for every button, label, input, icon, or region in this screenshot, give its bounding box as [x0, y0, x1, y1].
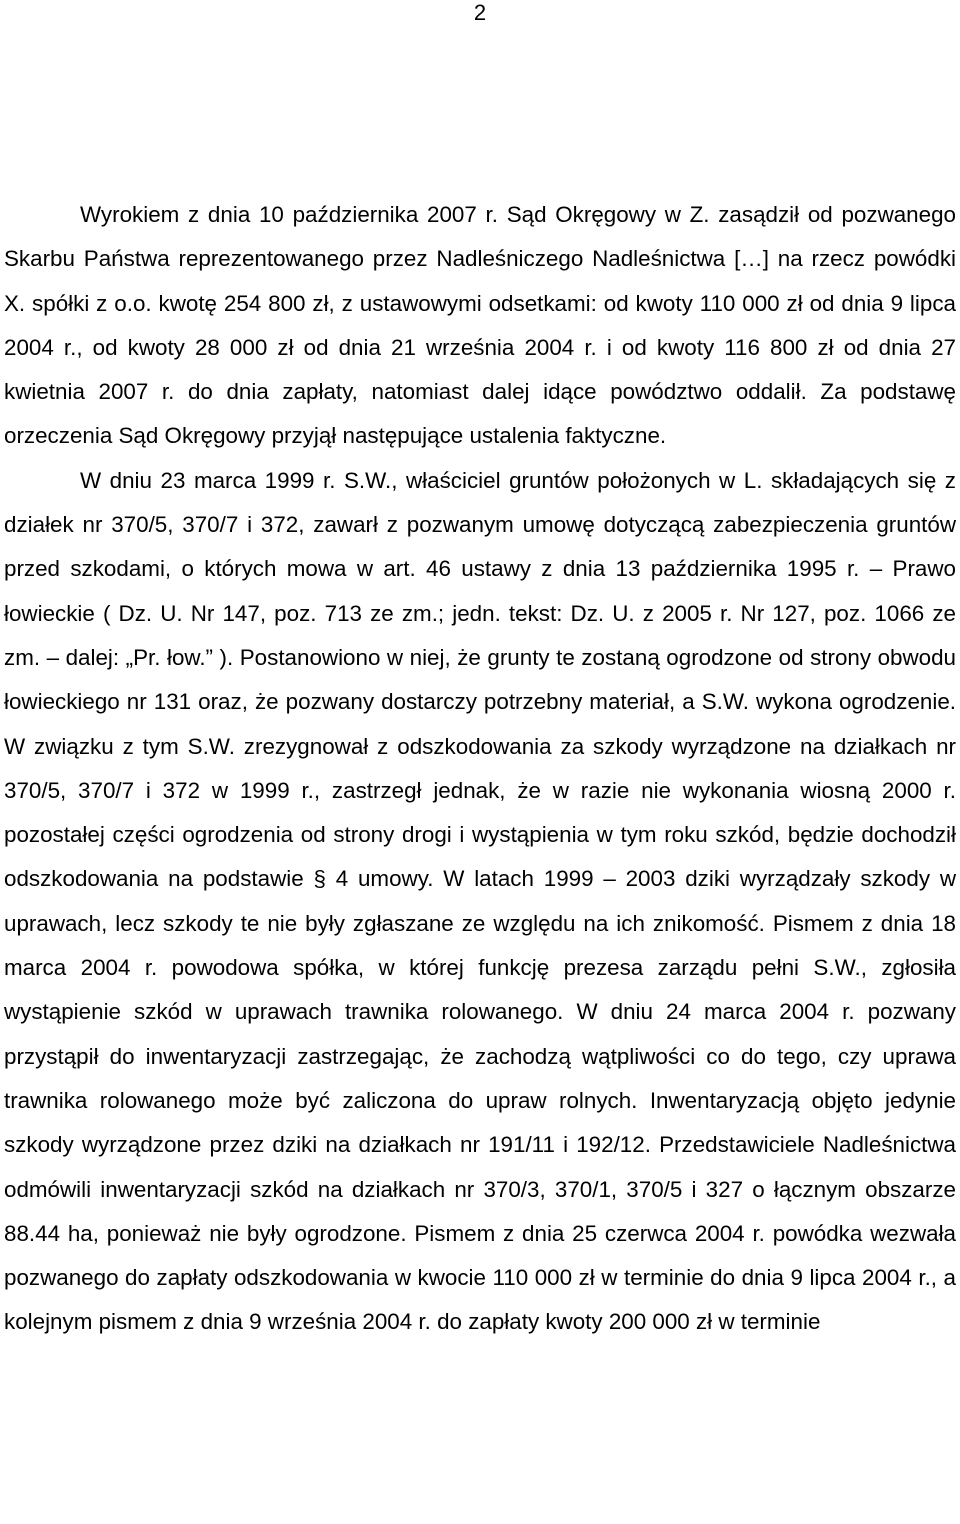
paragraph-judgment-summary: Wyrokiem z dnia 10 października 2007 r. Sąd Okręgowy w Z. zasądził od pozwanego Skarbu Państwa reprezentowanego przez Nadleśniczego Nadleśnictwa […] na rzecz powódki X. spółki z o.o. kwotę 254 800 zł, z ustawowymi odsetkami: od kwoty 110 000 zł od dnia 9 lipca 2004 r., od kwoty 28 000 zł od dnia 21 września 2004 r. i od kwoty 116 800 zł od dnia 27 kwietnia 2007 r. do dnia zapłaty, natomiast dalej idące powództwo oddalił. Za podstawę orzeczenia Sąd Okręgowy przyjął następujące ustalenia faktyczne. — [4, 202, 956, 449]
paragraph-factual-findings: W dniu 23 marca 1999 r. S.W., właściciel gruntów położonych w L. składających się z działek nr 370/5, 370/7 i 372, zawarł z pozwanym umowę dotyczącą zabezpieczenia gruntów przed szkodami, o których mowa w art. 46 ustawy z dnia 13 października 1995 r. – Prawo łowieckie ( Dz. U. Nr 147, poz. 713 ze zm.; jedn. tekst: Dz. U. z 2005 r. Nr 127, poz. 1066 ze zm. – dalej: „Pr. łow.” ). Postanowiono w niej, że grunty te zostaną ogrodzone od strony obwodu łowieckiego nr 131 oraz, że pozwany dostarczy potrzebny materiał, a S.W. wykona ogrodzenie. W związku z tym S.W. zrezygnował z odszkodowania za szkody wyrządzone na działkach nr 370/5, 370/7 i 372 w 1999 r., zastrzegł jednak, że w razie nie wykonania wiosną 2000 r. pozostałej części ogrodzenia od strony drogi i wystąpienia w tym roku szkód, będzie dochodził odszkodowania na podstawie § 4 umowy. W latach 1999 – 2003 dziki wyrządzały szkody w uprawach, lecz szkody te nie były zgłaszane ze względu na ich znikomość. Pismem z dnia 18 marca 2004 r. powodowa spółka, w której funkcję prezesa zarządu pełni S.W., zgłosiła wystąpienie szkód w uprawach trawnika rolowanego. W dniu 24 marca 2004 r. pozwany przystąpił do inwentaryzacji zastrzegając, że zachodzą wątpliwości co do tego, czy uprawa trawnika rolowanego może być zaliczona do upraw rolnych. Inwentaryzacją objęto jedynie szkody wyrządzone przez dziki na działkach nr 191/11 i 192/12. Przedstawiciele Nadleśnictwa odmówili inwentaryzacji szkód na działkach nr 370/3, 370/1, 370/5 i 327 o łącznym obszarze 88.44 ha, ponieważ nie były ogrodzone. Pismem z dnia 25 czerwca 2004 r. powódka wezwała pozwanego do zapłaty odszkodowania w kwocie 110 000 zł w terminie do dnia 9 lipca 2004 r., a kolejnym pismem z dnia 9 września 2004 r. do zapłaty kwoty 200 000 zł w terminie — [4, 467, 956, 1335]
page-number: 2 — [473, 0, 487, 25]
document-body — [4, 193, 956, 1345]
